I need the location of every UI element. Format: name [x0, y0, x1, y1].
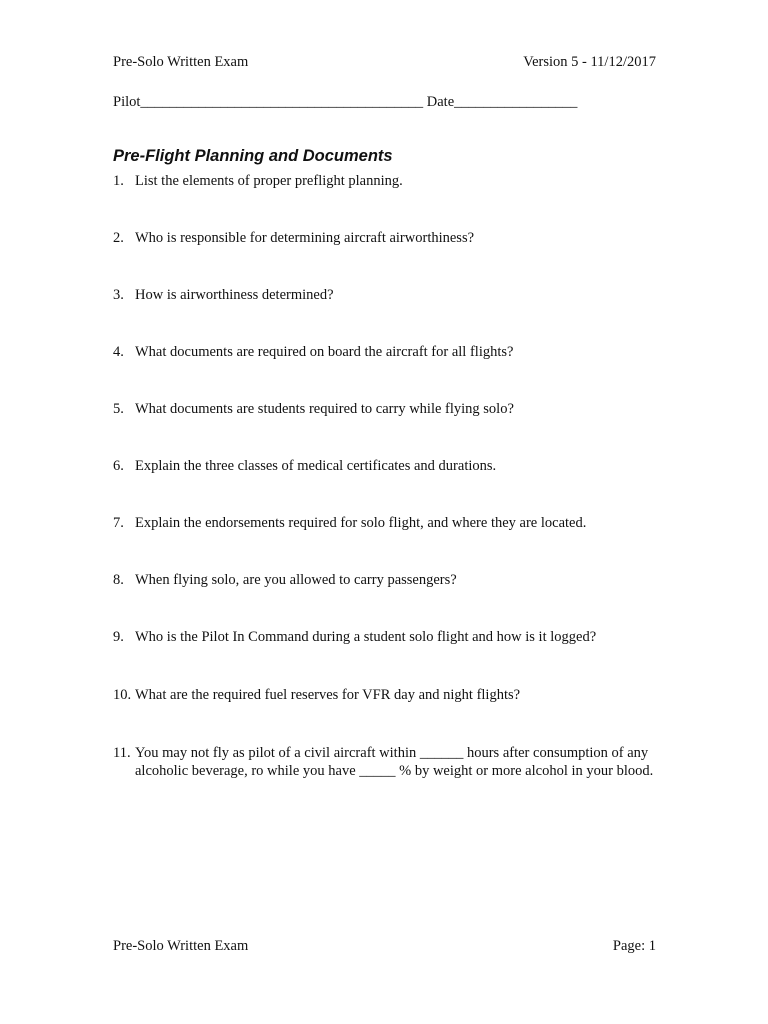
- question-text: What documents are required on board the aircraft for all flights?: [135, 344, 514, 360]
- question-text: Explain the endorsements required for solo flight, and where they are located.: [135, 515, 587, 531]
- question-text: Explain the three classes of medical certificates and durations.: [135, 458, 497, 474]
- question-number: 6.: [113, 458, 124, 474]
- page-footer: [113, 937, 656, 957]
- pilot-date-field: Pilot_______________________________________ Date_________________: [113, 94, 578, 110]
- footer-title: Pre-Solo Written Exam: [113, 938, 249, 954]
- page-number: Page: 1: [612, 938, 656, 954]
- page-header: [113, 53, 656, 73]
- question-number: 8.: [113, 572, 124, 588]
- question-text: Who is responsible for determining aircraft airworthiness?: [135, 230, 475, 246]
- question-number: 7.: [113, 515, 124, 531]
- header-version: Version 5 - 11/12/2017: [523, 54, 656, 70]
- question-text: What documents are students required to carry while flying solo?: [135, 401, 514, 417]
- question-number: 2.: [113, 230, 124, 246]
- header-title: Pre-Solo Written Exam: [113, 54, 249, 70]
- question-number: 3.: [113, 287, 124, 303]
- question-number: 5.: [113, 401, 124, 417]
- question-text: List the elements of proper preflight planning.: [135, 173, 403, 189]
- question-number: 9.: [113, 629, 124, 645]
- question-number: 10.: [113, 687, 132, 703]
- question-text: Who is the Pilot In Command during a student solo flight and how is it logged?: [135, 629, 597, 645]
- question-text: When flying solo, are you allowed to carry passengers?: [135, 572, 457, 588]
- question-text: You may not fly as pilot of a civil aircraft within ______ hours after consumption of any alcoholic beverage, ro while you have _____ % by weight or more alcohol in your blood.: [135, 745, 654, 779]
- question-text: How is airworthiness determined?: [135, 287, 334, 303]
- section-title: Pre-Flight Planning and Documents: [113, 147, 393, 165]
- question-number: 4.: [113, 344, 124, 360]
- question-number: 11.: [113, 745, 131, 761]
- question-number: 1.: [113, 173, 124, 189]
- question-text: What are the required fuel reserves for VFR day and night flights?: [135, 687, 521, 703]
